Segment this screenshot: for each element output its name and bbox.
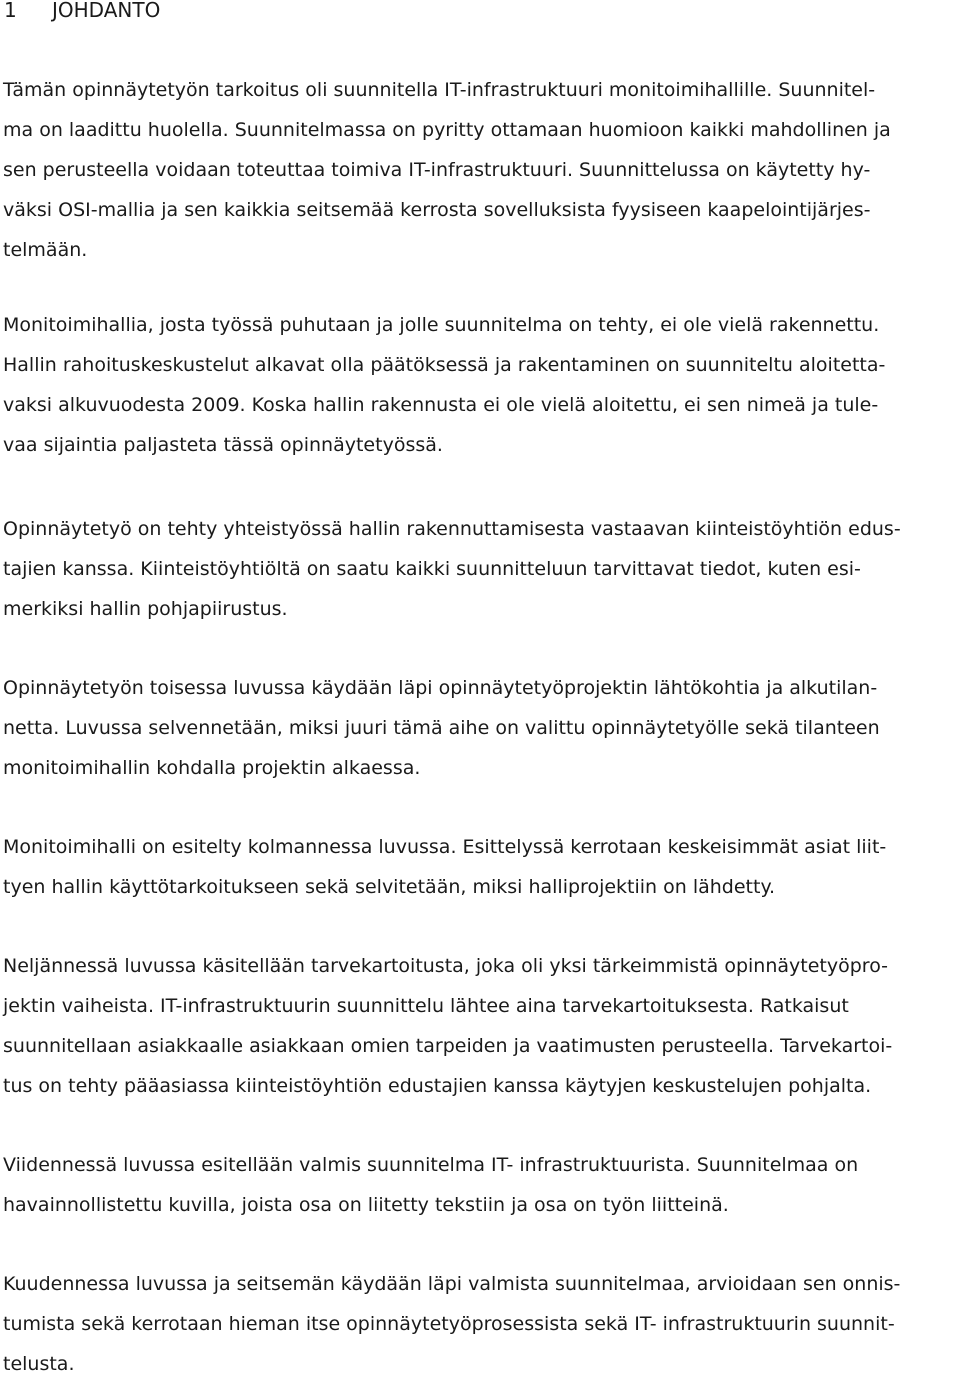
text-line: monitoimihallin kohdalla projektin alkaessa. bbox=[3, 757, 421, 779]
text-line: jektin vaiheista. IT-infrastruktuurin suunnittelu lähtee aina tarvekartoituksesta. Ratkaisut bbox=[3, 995, 849, 1017]
paragraph-hall-status bbox=[3, 305, 960, 465]
paragraph-chapter-three bbox=[3, 827, 960, 907]
paragraph-cooperation bbox=[3, 509, 960, 629]
chapter-number: 1 bbox=[4, 0, 17, 22]
text-line: tumista sekä kerrotaan hieman itse opinnäytetyöprosessista sekä IT- infrastruktuurin suunnit- bbox=[3, 1313, 895, 1335]
text-line: havainnollistettu kuvilla, joista osa on liitetty tekstiin ja osa on työn liitteinä. bbox=[3, 1194, 729, 1216]
text-line: Opinnäytetyön toisessa luvussa käydään läpi opinnäytetyöprojektin lähtökohtia ja alkutilan- bbox=[3, 677, 878, 699]
text-line: tyen hallin käyttötarkoitukseen sekä selvitetään, miksi halliprojektiin on lähdetty. bbox=[3, 876, 776, 898]
paragraph-chapter-five bbox=[3, 1145, 960, 1225]
paragraph-purpose bbox=[3, 70, 960, 270]
text-line: telusta. bbox=[3, 1353, 75, 1375]
text-line: suunnitellaan asiakkaalle asiakkaan omien tarpeiden ja vaatimusten perusteella. Tarvekartoi- bbox=[3, 1035, 893, 1057]
text-line: Viidennessä luvussa esitellään valmis suunnitelma IT- infrastruktuurista. Suunnitelmaa on bbox=[3, 1154, 859, 1176]
text-line: väksi OSI-mallia ja sen kaikkia seitsemää kerrosta sovelluksista fyysiseen kaapelointijärjes- bbox=[3, 199, 871, 221]
text-line: sen perusteella voidaan toteuttaa toimiva IT-infrastruktuuri. Suunnittelussa on käytetty hy- bbox=[3, 159, 871, 181]
text-line: telmään. bbox=[3, 239, 88, 261]
text-line: Hallin rahoituskeskustelut alkavat olla päätöksessä ja rakentaminen on suunniteltu aloitetta- bbox=[3, 354, 886, 376]
chapter-heading bbox=[4, 0, 160, 24]
paragraph-chapter-six bbox=[3, 1264, 960, 1384]
text-line: tus on tehty pääasiassa kiinteistöyhtiön edustajien kanssa käytyjen keskustelujen pohjalta. bbox=[3, 1075, 872, 1097]
chapter-title: JOHDANTO bbox=[52, 0, 161, 22]
text-line: Kuudennessa luvussa ja seitsemän käydään läpi valmista suunnitelmaa, arvioidaan sen onnis- bbox=[3, 1273, 901, 1295]
text-line: netta. Luvussa selvennetään, miksi juuri tämä aihe on valittu opinnäytetyölle sekä tilanteen bbox=[3, 717, 880, 739]
text-line: Monitoimihalli on esitelty kolmannessa luvussa. Esittelyssä kerrotaan keskeisimmät asiat liit- bbox=[3, 836, 887, 858]
text-line: vaa sijaintia paljasteta tässä opinnäytetyössä. bbox=[3, 434, 443, 456]
text-line: Monitoimihallia, josta työssä puhutaan ja jolle suunnitelma on tehty, ei ole vielä rakennettu. bbox=[3, 314, 880, 336]
text-line: ma on laadittu huolella. Suunnitelmassa on pyritty ottamaan huomioon kaikki mahdollinen ja bbox=[3, 119, 891, 141]
text-line: tajien kanssa. Kiinteistöyhtiöltä on saatu kaikki suunnitteluun tarvittavat tiedot, kuten esi- bbox=[3, 558, 861, 580]
text-line: merkiksi hallin pohjapiirustus. bbox=[3, 598, 288, 620]
paragraph-chapter-four bbox=[3, 946, 960, 1106]
paragraph-chapter-two bbox=[3, 668, 960, 788]
text-line: Neljännessä luvussa käsitellään tarvekartoitusta, joka oli yksi tärkeimmistä opinnäytetyöpro- bbox=[3, 955, 889, 977]
text-line: Tämän opinnäytetyön tarkoitus oli suunnitella IT-infrastruktuuri monitoimihallille. Suunnitel- bbox=[3, 79, 876, 101]
text-line: Opinnäytetyö on tehty yhteistyössä hallin rakennuttamisesta vastaavan kiinteistöyhtiön edus- bbox=[3, 518, 901, 540]
text-line: vaksi alkuvuodesta 2009. Koska hallin rakennusta ei ole vielä aloitettu, ei sen nimeä ja tule- bbox=[3, 394, 879, 416]
